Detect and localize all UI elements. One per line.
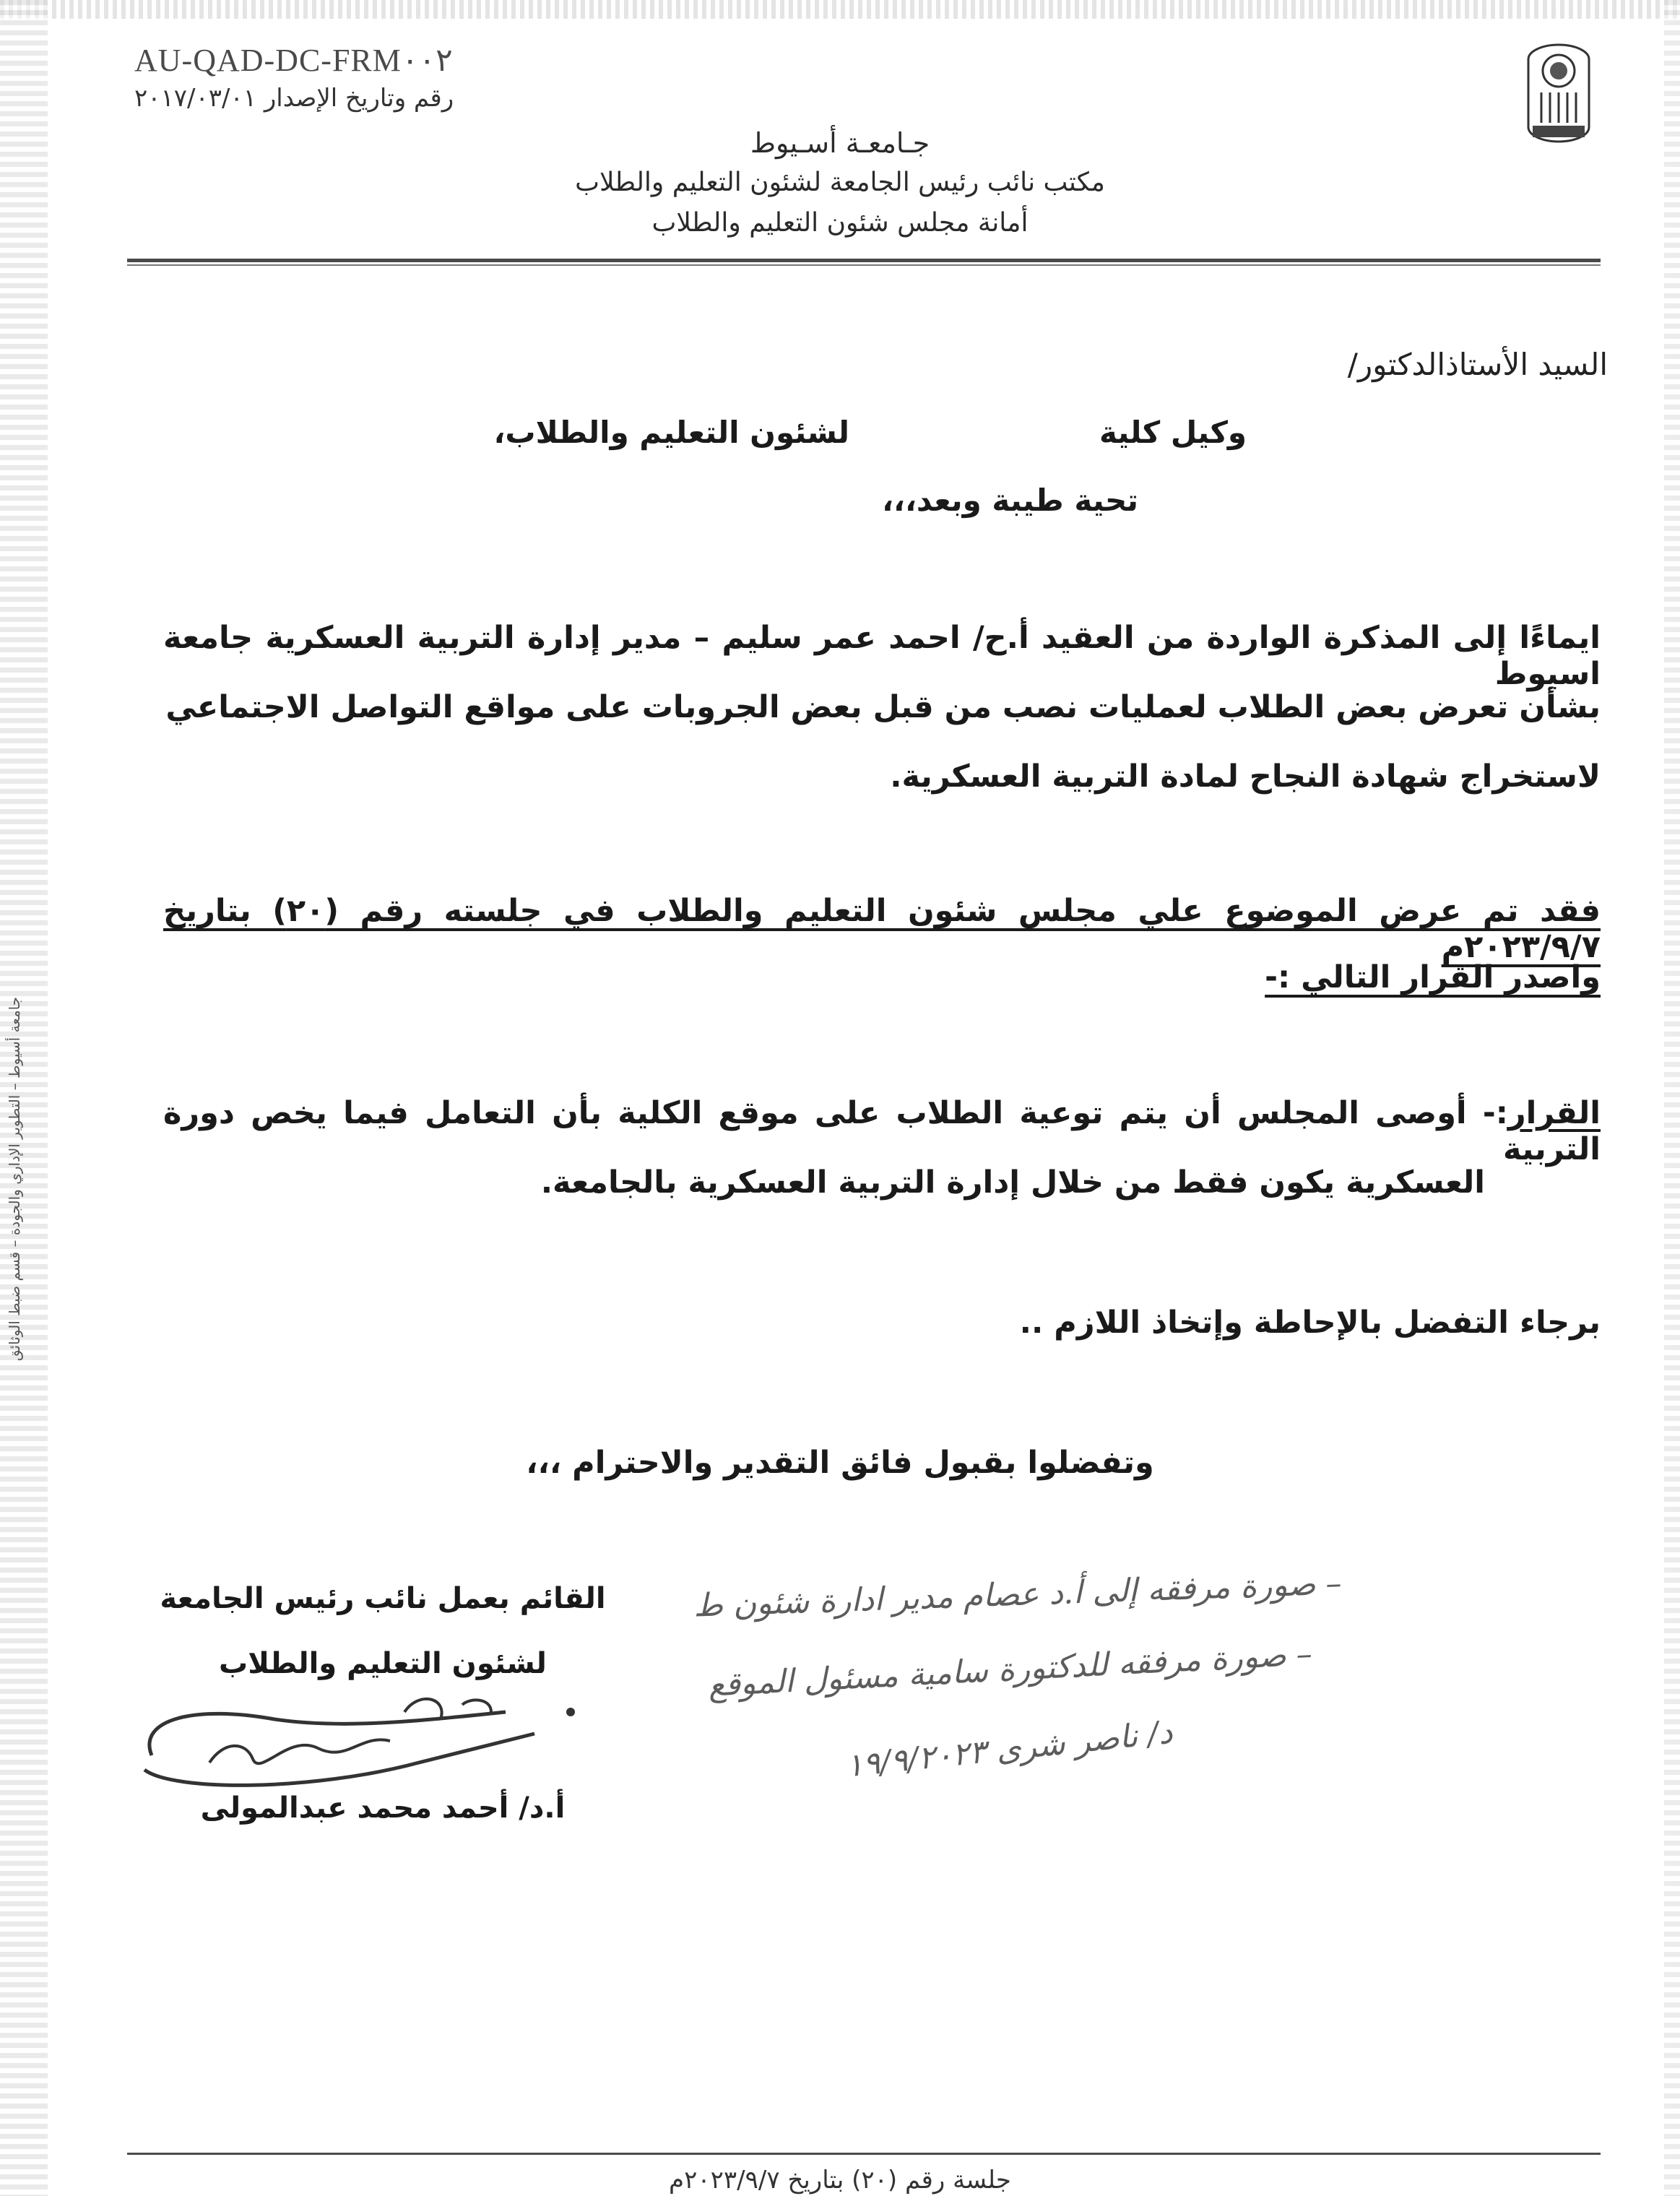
recipient-role: لشئون التعليم والطلاب، [493, 415, 849, 450]
scan-edge-top [0, 0, 1680, 19]
recipient-faculty: وكيل كلية [1099, 415, 1247, 450]
decision-intro: واصدر القرار التالي :- [1265, 959, 1601, 995]
header-office: مكتب نائب رئيس الجامعة لشئون التعليم والطلاب [575, 168, 1105, 197]
header-university: جـامعـة أسـيوط [750, 127, 930, 159]
side-margin-text: جامعة أسيوط – التطوير الإداري والجودة – قسم ضبط الوثائق [6, 996, 23, 1362]
signatory-title: القائم بعمل نائب رئيس الجامعة [160, 1582, 606, 1615]
header-council: أمانة مجلس شئون التعليم والطلاب [651, 208, 1029, 238]
header-rule-thin [127, 264, 1601, 266]
decision-label: القرار [1507, 1095, 1601, 1131]
header-rule [127, 259, 1601, 262]
handwritten-note-2: – صورة مرفقه للدكتورة سامية مسئول الموقع [707, 1635, 1313, 1704]
signatory-name: أ.د/ أحمد محمد عبدالمولى [200, 1791, 566, 1825]
body-paragraph-line: بشأن تعرض بعض الطلاب لعمليات نصب من قبل بعض الجروبات على مواقع التواصل الاجتماعي [165, 689, 1601, 725]
decision-line-2: العسكرية يكون فقط من خلال إدارة التربية العسكرية بالجامعة. [540, 1164, 1485, 1201]
council-session-line: فقد تم عرض الموضوع علي مجلس شئون التعليم والطلاب في جلسته رقم (٢٠) بتاريخ ٢٠٢٣/٩/٧م [163, 893, 1601, 965]
footer-session: جلسة رقم (٢٠) بتاريخ ٢٠٢٣/٩/٧م [669, 2166, 1011, 2195]
signature-mark [130, 1690, 592, 1799]
salutation: السيد الأستاذالدكتور/ [1347, 347, 1608, 382]
handwritten-note-1: – صورة مرفقه إلى أ.د عصام مدير ادارة شئون ط [693, 1565, 1343, 1625]
body-paragraph-line: لاستخراج شهادة النجاح لمادة التربية العسكرية. [890, 758, 1601, 795]
body-paragraph-line: ايماءًا إلى المذكرة الواردة من العقيد أ.ح/ احمد عمر سليم – مدير إدارة التربية العسكرية جامعة اسيوط [163, 620, 1601, 692]
decision-line [163, 1095, 1601, 1167]
signatory-subtitle: لشئون التعليم والطلاب [219, 1647, 547, 1680]
request-line: برجاء التفضل بالإحاطة وإتخاذ اللازم .. [1019, 1305, 1601, 1341]
form-code: AU-QAD-DC-FRM٠٠٢ [134, 43, 453, 78]
handwritten-note-3: د/ ناصر شرى ١٩/٩/٢٠٢٣ [844, 1713, 1174, 1785]
greeting: تحية طيبة وبعد،،، [882, 483, 1138, 518]
decision-text: :- أوصى المجلس أن يتم توعية الطلاب على موقع الكلية بأن التعامل فيما يخص دورة التربية [163, 1095, 1601, 1167]
university-logo-icon [1525, 42, 1592, 144]
issue-date-line: رقم وتاريخ الإصدار ٢٠١٧/٠٣/٠١ [134, 84, 454, 113]
closing-line: وتفضلوا بقبول فائق التقدير والاحترام ،،، [526, 1445, 1154, 1481]
scan-edge-right [1664, 0, 1680, 2196]
footer-rule [127, 2153, 1601, 2155]
